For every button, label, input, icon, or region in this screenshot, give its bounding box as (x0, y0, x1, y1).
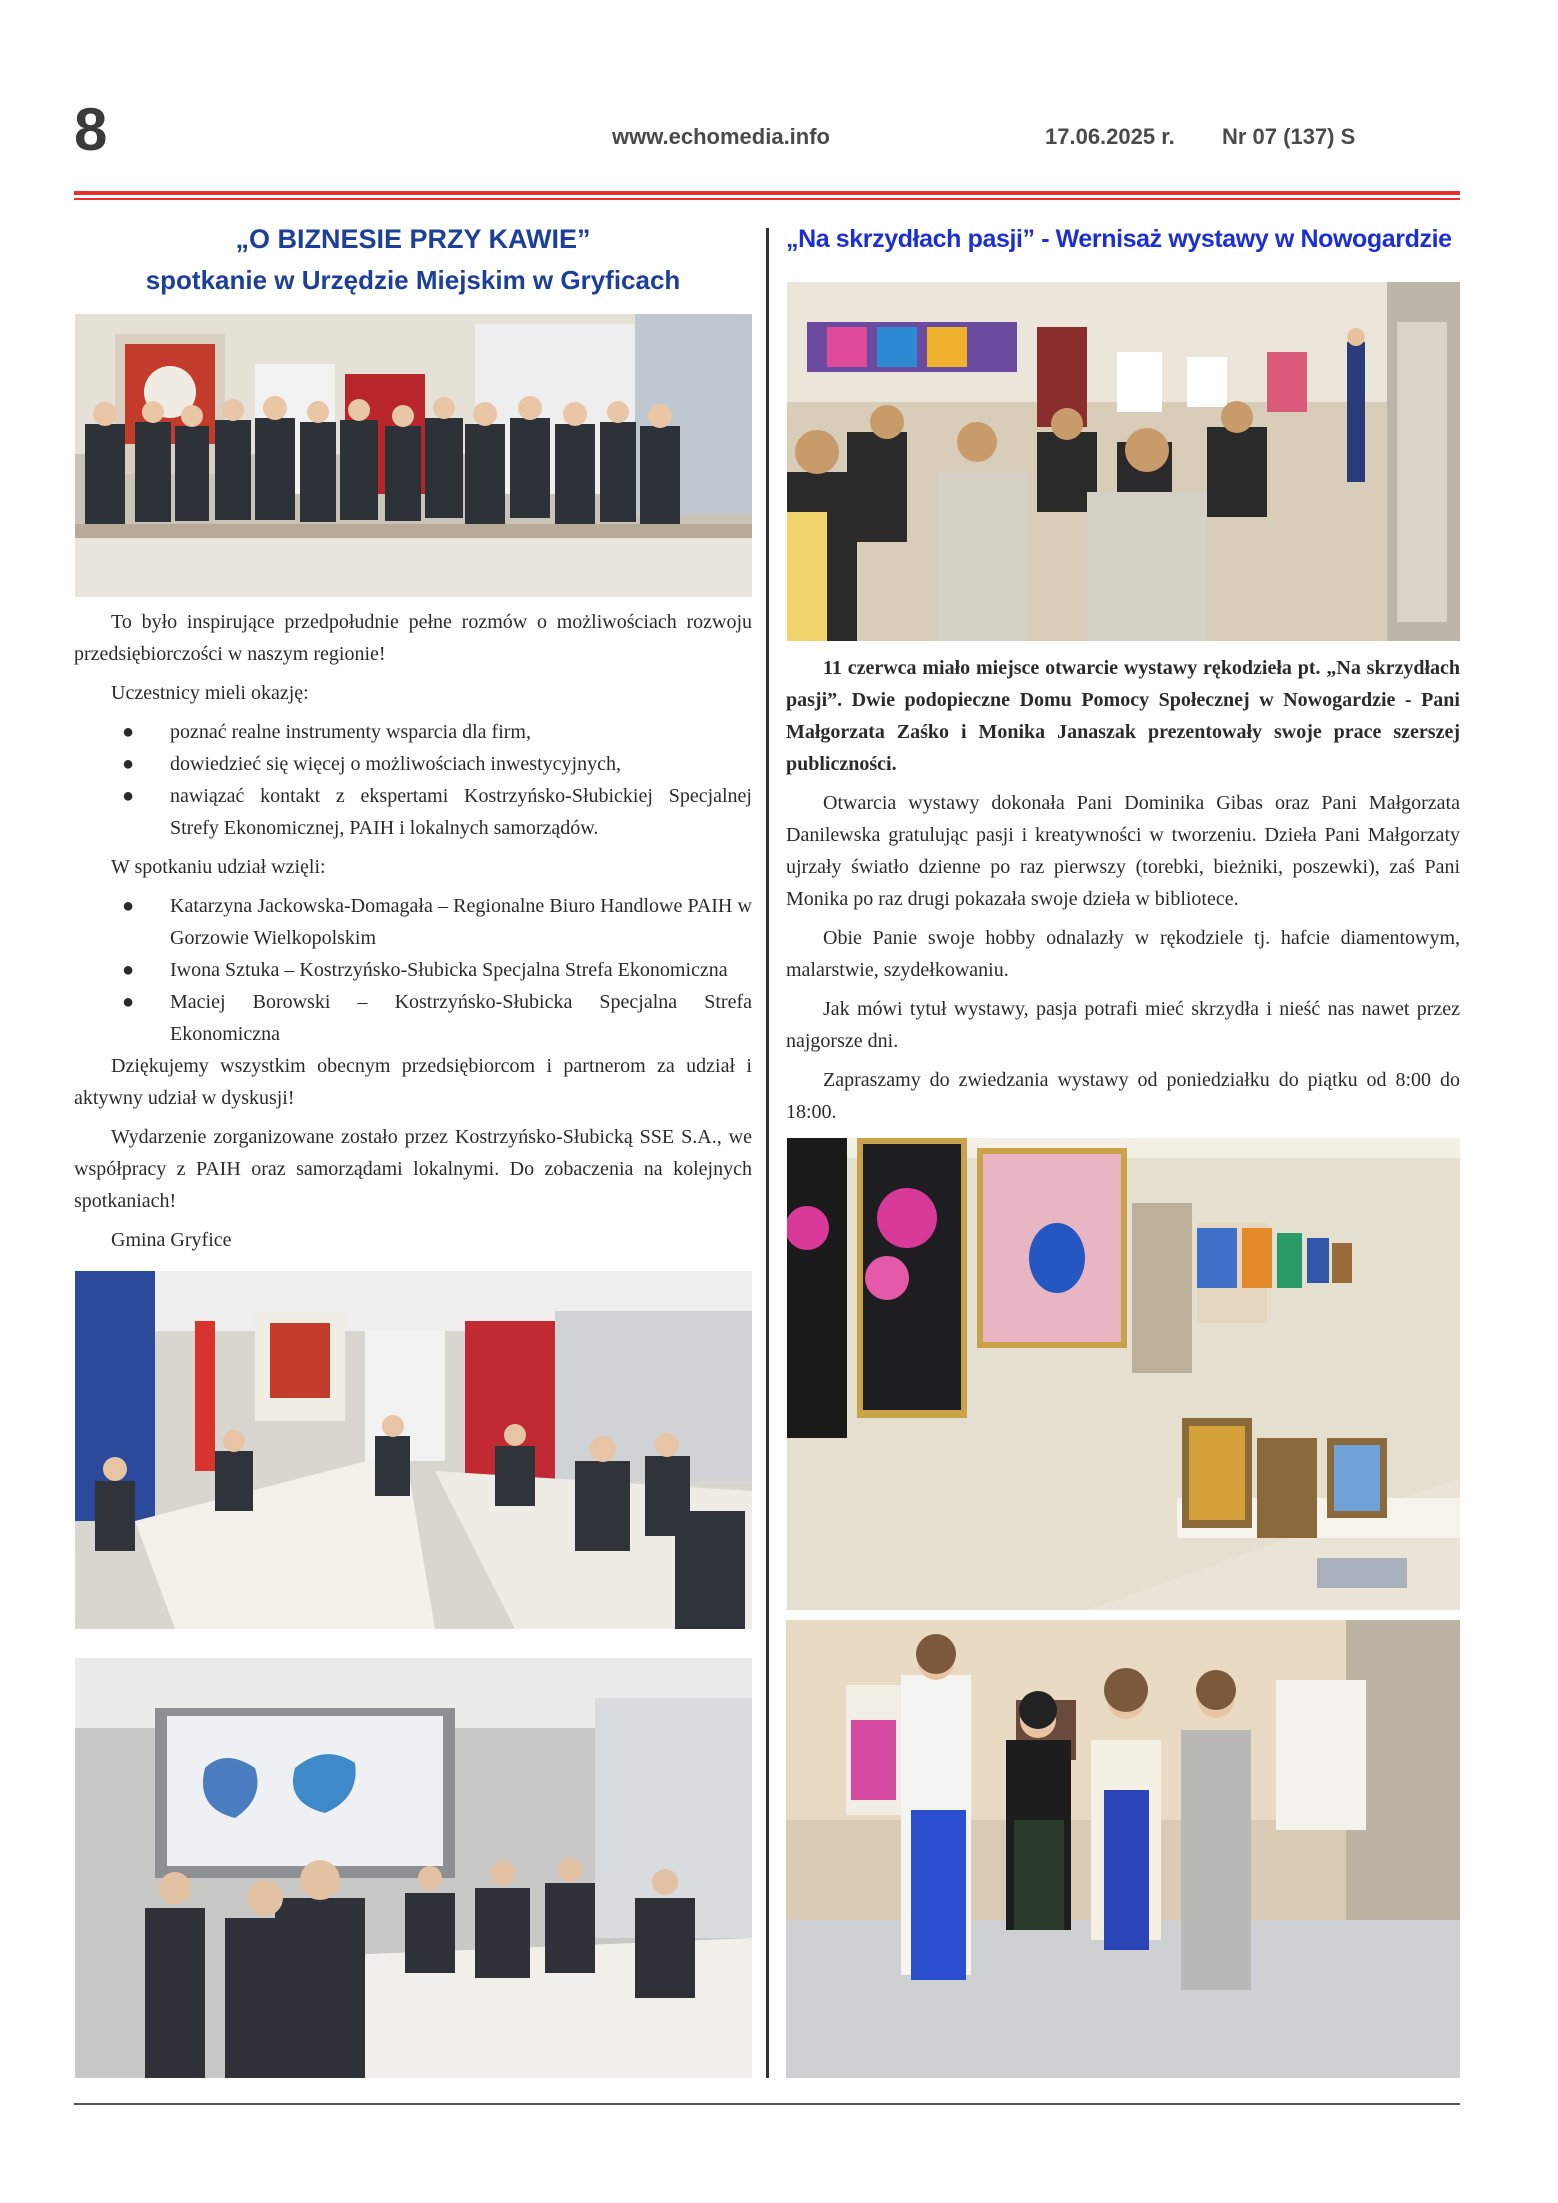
list-item: ● Iwona Sztuka – Kostrzyńsko-Słubicka Specjalna Strefa Ekonomiczna (74, 954, 752, 986)
bullet-icon: ● (122, 895, 135, 917)
left-article-title: „O BIZNESIE PRZY KAWIE” (235, 224, 591, 254)
list-item: ● Maciej Borowski – Kostrzyńsko-Słubicka Specjalna Strefa Ekonomiczna (74, 986, 752, 1050)
right-paragraph-2: Obie Panie swoje hobby odnalazły w rękodziele tj. hafcie diamentowym, malarstwie, szydełkowaniu. (786, 927, 1460, 981)
list-item: ● Katarzyna Jackowska-Domagała – Regionalne Biuro Handlowe PAIH w Gorzowie Wielkopolskim (74, 890, 752, 954)
photo-vernissage-audience (787, 282, 1460, 641)
opportunities-list (74, 716, 752, 844)
right-paragraph-3: Jak mówi tytuł wystawy, pasja potrafi mieć skrzydła i nieść nas nawet przez najgorsze dni. (786, 998, 1460, 1052)
left-article-subtitle: spotkanie w Urzędzie Miejskim w Gryficach (145, 265, 681, 295)
left-intro: To było inspirujące przedpołudnie pełne rozmów o możliwościach rozwoju przedsiębiorczości w naszym regionie! (74, 611, 752, 665)
right-paragraph-4: Zapraszamy do zwiedzania wystawy od poniedziałku do piątku od 8:00 do 18:00. (786, 1069, 1460, 1123)
right-article-body (786, 652, 1460, 1128)
bullet-icon: ● (122, 959, 135, 981)
right-lead: 11 czerwca miało miejsce otwarcie wystawy rękodzieła pt. „Na skrzydłach pasji”. Dwie podopieczne Domu Pomocy Społecznej w Nowogardzie - Pani Małgorzata Zaśko i Monika Janaszak prezentowały swoje prace szerszej publiczności. (786, 657, 1460, 775)
bullet-icon: ● (122, 721, 135, 743)
bullet-icon: ● (122, 991, 135, 1013)
footer-rule (74, 2103, 1460, 2105)
left-speakers-heading: W spotkaniu udział wzięli: (111, 856, 326, 878)
header-rule-thin (74, 198, 1460, 200)
left-signature: Gmina Gryfice (111, 1229, 232, 1251)
list-item: ● nawiązać kontakt z ekspertami Kostrzyńsko-Słubickiej Specjalnej Strefy Ekonomicznej, PAIH i lokalnych samorządów. (74, 780, 752, 844)
page-number: 8 (74, 96, 108, 163)
photo-conference-room (75, 1271, 752, 1629)
left-organizer: Wydarzenie zorganizowane zostało przez Kostrzyńsko-Słubicką SSE S.A., we współpracy z PAIH oraz samorządami lokalnymi. Do zobaczenia na kolejnych spotkaniach! (74, 1126, 752, 1212)
photo-exhibition-guests (786, 1620, 1460, 2078)
issue-number: Nr 07 (137) S (1222, 124, 1356, 149)
list-item: ● poznać realne instrumenty wsparcia dla firm, (74, 716, 752, 748)
right-paragraph-1: Otwarcia wystawy dokonała Pani Dominika Gibas oraz Pani Małgorzata Danilewska gratulując pasji i kreatywności w tworzeniu. Dzieła Pani Małgorzaty ujrzały światło dzienne po raz pierwszy (torebki, bieżniki, poszewki), zaś Pani Monika po raz drugi pokazała swoje dzieła w bibliotece. (786, 792, 1460, 910)
header-rule (74, 191, 1460, 195)
bullet-icon: ● (122, 753, 135, 775)
photo-artworks (787, 1138, 1460, 1610)
photo-presentation (75, 1658, 752, 2078)
speakers-list (74, 890, 752, 1050)
left-thanks: Dziękujemy wszystkim obecnym przedsiębiorcom i partnerom za udział i aktywny udział w dyskusji! (74, 1055, 752, 1109)
left-participants-heading: Uczestnicy mieli okazję: (111, 682, 309, 704)
right-article-title: „Na skrzydłach pasji” - Wernisaż wystawy w Nowogardzie (786, 225, 1452, 253)
bullet-icon: ● (122, 785, 135, 807)
issue-date: 17.06.2025 r. (1045, 124, 1175, 149)
list-item: ● dowiedzieć się więcej o możliwościach inwestycyjnych, (74, 748, 752, 780)
photo-group-meeting (75, 314, 752, 597)
left-article-body (74, 606, 752, 1256)
column-divider (766, 228, 769, 2078)
website-url[interactable]: www.echomedia.info (612, 124, 830, 149)
